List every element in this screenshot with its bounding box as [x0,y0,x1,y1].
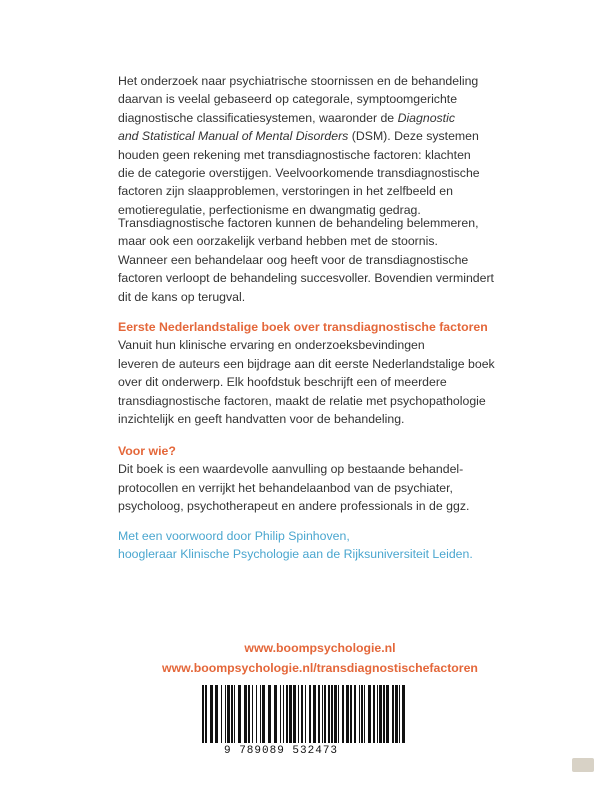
section-line: over dit onderwerp. Elk hoofdstuk beschrijft een of meerdere [118,375,447,390]
barcode-bar [280,685,281,743]
foreword-note [118,527,518,564]
barcode-bar [283,685,284,743]
section-heading: Eerste Nederlandstalige boek over transdiagnostische factoren [118,320,488,334]
intro-line: and Statistical Manual of Mental Disorders (DSM). Deze systemen [118,129,479,144]
barcode-bar [361,685,363,743]
barcode-bar [342,685,344,743]
barcode-bar [305,685,306,743]
audience-section [118,442,518,516]
barcode-bar [286,685,288,743]
barcode-bar [262,685,265,743]
foreword-line: Met een voorwoord door Philip Spinhoven, [118,529,350,543]
barcode-bar [377,685,378,743]
factors-line: maar ook een oorzakelijk verband hebben met de stoornis. [118,234,438,249]
barcode-bar [260,685,261,743]
barcode-bar [274,685,277,743]
section-heading: Voor wie? [118,444,176,458]
intro-line: die de categorie overstijgen. Veelvoorkomende transdiagnostische [118,166,480,181]
barcode-bar [322,685,323,743]
barcode-bar [346,685,349,743]
factors-line: factoren verloopt de behandeling succesvoller. Bovendien vermindert [118,271,494,286]
barcode-bar [354,685,356,743]
barcode-bar [202,685,204,743]
factors-line: Wanneer een behandelaar oog heeft voor de transdiagnostische [118,252,469,267]
factors-paragraph [118,214,518,306]
factors-line: Transdiagnostische factoren kunnen de behandeling belemmeren, [118,216,479,230]
intro-paragraph [118,72,518,219]
barcode-bar [238,685,241,743]
barcode-bar [309,685,311,743]
barcode-bar [293,685,296,743]
barcode-bar [225,685,226,743]
barcode-bar [221,685,222,743]
barcode-bar [368,685,371,743]
barcode-bar [383,685,385,743]
barcode-bar [373,685,375,743]
barcode-bar [350,685,352,743]
barcode-bar [364,685,365,743]
barcode-bar [386,685,389,743]
barcode-icon [200,685,410,745]
barcode-bar [210,685,213,743]
barcode-bar [331,685,333,743]
barcode-bar [248,685,250,743]
barcode-bar [252,685,253,743]
section-line: protocollen en verrijkt het behandelaanbod van de psychiater, [118,480,453,495]
barcode-bar [334,685,337,743]
section-line: inzichtelijk en geeft handvatten voor de behandeling. [118,412,405,427]
section-line: psycholoog, psychotherapeut en andere professionals in de ggz. [118,499,470,514]
barcode-bar [289,685,292,743]
intro-line: Het onderzoek naar psychiatrische stoornissen en de behandeling [118,74,479,88]
barcode-bar [318,685,320,743]
isbn-number: 9 789089 532473 [224,745,339,757]
barcode-bar [244,685,247,743]
barcode-bar [399,685,400,743]
barcode-bar [298,685,299,743]
first-dutch-book-section [118,318,518,428]
barcode-bar [359,685,360,743]
section-line: leveren de auteurs een bijdrage aan dit eerste Nederlandstalige boek [118,356,495,371]
publisher-url[interactable]: www.boompsychologie.nl [244,641,396,655]
barcode-bar [324,685,326,743]
intro-line: daarvan is veelal gebaseerd op categorale, symptoomgerichte [118,92,458,107]
barcode-bar [227,685,230,743]
barcode-bar [313,685,316,743]
barcode-bar [301,685,303,743]
barcode-bar [328,685,330,743]
section-line: Vanuit hun klinische ervaring en onderzoeksbevindingen [118,338,425,353]
intro-line: houden geen rekening met transdiagnostische factoren: klachten [118,147,471,162]
foreword-line: hoogleraar Klinische Psychologie aan de Rijksuniversiteit Leiden. [118,547,473,562]
book-url[interactable]: www.boompsychologie.nl/transdiagnostischefactoren [162,661,478,675]
intro-line: emotieregulatie, perfectionisme en dwangmatig gedrag. [118,202,421,217]
barcode-bar [205,685,207,743]
barcode-bar [395,685,398,743]
barcode-bar [268,685,271,743]
barcode-bar [231,685,233,743]
barcode-bar [392,685,394,743]
publisher-urls [150,638,490,678]
section-line: Dit boek is een waardevolle aanvulling op bestaande behandel- [118,462,464,477]
barcode-bar [256,685,257,743]
barcode-bar [402,685,405,743]
barcode-bar [338,685,339,743]
barcode-bar [379,685,382,743]
barcode-bar [215,685,218,743]
factors-line: dit de kans op terugval. [118,289,246,304]
price-sticker [572,758,594,772]
intro-line: factoren zijn slaapproblemen, verstoringen in het zelfbeeld en [118,184,453,199]
intro-line: diagnostische classificatiesystemen, waaronder de Diagnostic [118,110,455,125]
barcode-bar [234,685,235,743]
section-line: transdiagnostische factoren, maakt de relatie met psychopathologie [118,393,486,408]
